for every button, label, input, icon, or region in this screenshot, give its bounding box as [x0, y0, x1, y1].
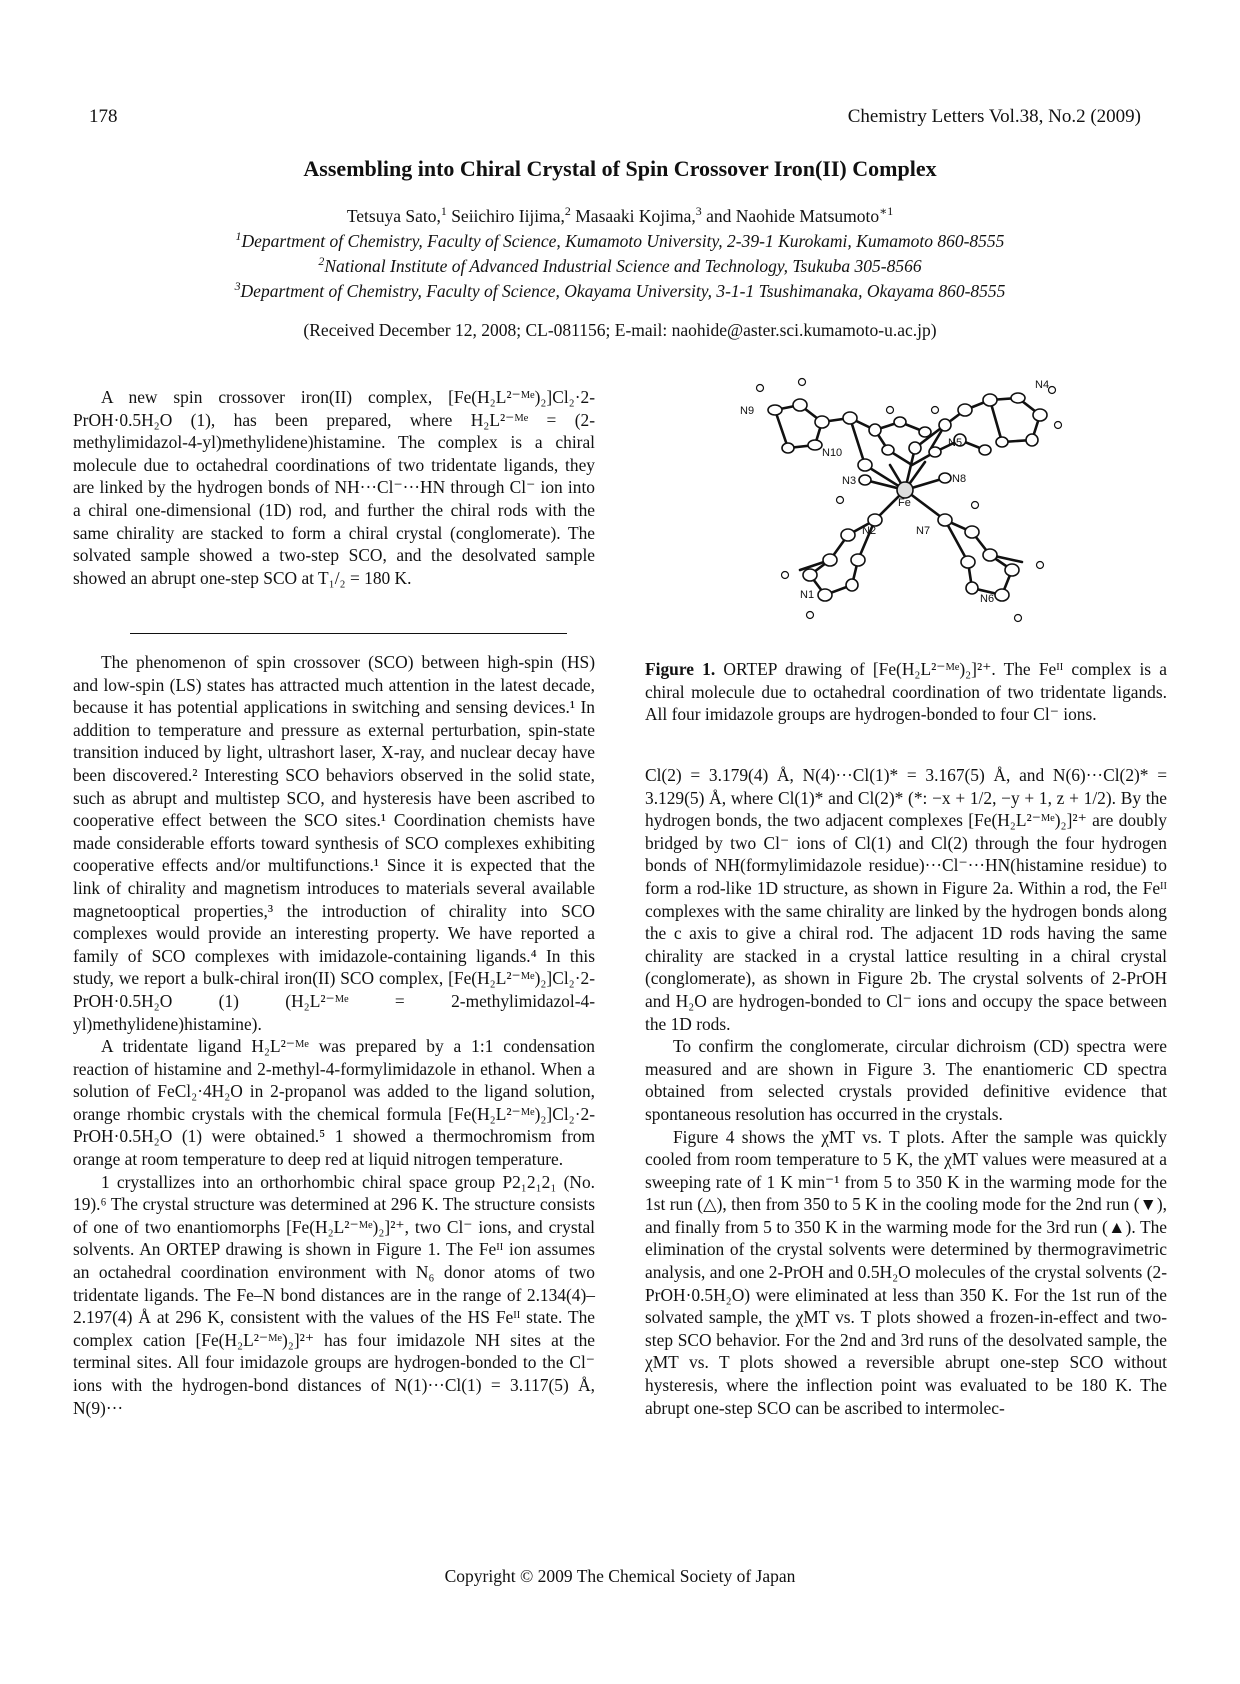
abstract-paragraph: A new spin crossover iron(II) complex, [Fe(H₂L²⁻ᴹᵉ)₂]Cl₂·2-PrOH·0.5H₂O (1), has been prepared, where H₂L²⁻ᴹᵉ = (2-methylimidazol-4-yl)methylidene)histamine. The complex is a chiral molecule due to octahedral coordinations of two tridentate ligands, they are linked by the hydrogen bonds of NH···Cl⁻···HN through Cl⁻ ion into a chiral one-dimensional (1D) rod, and further the chiral rods with the same chirality are stacked to form a chiral crystal (conglomerate). The solvated sample showed a two-step SCO, and the desolvated sample showed an abrupt one-step SCO at T₁/₂ = 180 K. [73, 387, 595, 588]
body-paragraph: Cl(2) = 3.179(4) Å, N(4)···Cl(1)* = 3.167(5) Å, and N(6)···Cl(2)* = 3.129(5) Å, where Cl(1)* and Cl(2)* (*: −x + 1/2, −y + 1, z + 1/2). By the hydrogen bonds, the two adjacent complexes [Fe(H₂L²⁻ᴹᵉ)₂]²⁺ are doubly bridged by two Cl⁻ ions of Cl(1) and Cl(2) through the four hydrogen bonds of NH(formylimidazole residue)···Cl⁻···HN(histamine residue) to form a rod-like 1D structure, as shown in Figure 2a. Within a rod, the Feᴵᴵ complexes with the same chirality are linked by the hydrogen bonds along the c axis to give a chiral rod. The adjacent 1D rods having the same chirality are stacked in a crystal lattice resulting in a chiral crystal (conglomerate), as shown in Figure 2b. The crystal solvents of 2-PrOH and H₂O are hydrogen-bonded to Cl⁻ ions and occupy the space between the 1D rods. [645, 765, 1167, 1034]
atom-label-N2: N2 [862, 525, 877, 537]
affiliation-text: Department of Chemistry, Faculty of Science, Okayama University, 3-1-1 Tsushimanaka, Okayama 860-8555 [240, 281, 1006, 301]
atom-label-N9: N9 [740, 405, 755, 417]
received-line: (Received December 12, 2008; CL-081156; E-mail: naohide@aster.sci.kumamoto-u.ac.jp) [303, 320, 937, 340]
body-column-left [73, 651, 595, 1419]
affiliation-text: Department of Chemistry, Faculty of Science, Kumamoto University, 2-39-1 Kurokami, Kumamoto 860-8555 [241, 231, 1005, 251]
atom-label-N8: N8 [952, 473, 967, 485]
ortep-molecule-drawing [740, 370, 1080, 640]
figure-caption-label: Figure 1. [645, 659, 716, 679]
affiliation-3 [0, 281, 1240, 302]
article-title: Assembling into Chiral Crystal of Spin Crossover Iron(II) Complex [303, 156, 937, 181]
atom-label-N4: N4 [1035, 379, 1050, 391]
author-name: Seiichiro Iijima, [446, 206, 565, 226]
atom-label-N5: N5 [948, 437, 963, 449]
author-affiliation-mark: 3 [695, 204, 702, 219]
body-paragraph: Figure 4 shows the χMT vs. T plots. After the sample was quickly cooled from room temperature to 5 K, the χMT values were measured at a sweeping rate of 1 K min⁻¹ from 5 to 350 K in the warming mode for the 1st run (△), then from 350 to 5 K in the cooling mode for the 2nd run (▼), and finally from 5 to 350 K in the warming mode for the 3rd run (▲). The elimination of the crystal solvents were determined by thermogravimetric analysis, and one 2-PrOH and 0.5H₂O molecules of the crystal solvents (2-PrOH·0.5H₂O) were eliminated at less than 350 K. For the 1st run of the solvated sample, the χMT vs. T plots showed a frozen-in-effect and two-step SCO behavior. For the 2nd and 3rd runs of the desolvated sample, the χMT vs. T plots showed a reversible abrupt one-step SCO without hysteresis, where the inflection point was evaluated to be 180 K. The abrupt one-step SCO can be ascribed to intermolec- [645, 1126, 1167, 1418]
affiliation-2 [0, 256, 1240, 277]
body-paragraph: 1 crystallizes into an orthorhombic chiral space group P2₁2₁2₁ (No. 19).⁶ The crystal structure was determined at 296 K. The structure consists of one of two enantiomorphs [Fe(H₂L²⁻ᴹᵉ)₂]²⁺, two Cl⁻ ions, and crystal solvents. An ORTEP drawing is shown in Figure 1. The Feᴵᴵ ion assumes an octahedral coordination environment with N₆ donor atoms of two tridentate ligands. The Fe–N bond distances are in the range of 2.134(4)–2.197(4) Å at 296 K, consistent with the values of the HS Feᴵᴵ state. The complex cation [Fe(H₂L²⁻ᴹᵉ)₂]²⁺ has four imidazole NH sites at the terminal sites. All four imidazole groups are hydrogen-bonded to the Cl⁻ ions with the hydrogen-bond distances of N(1)···Cl(1) = 3.117(5) Å, N(9)··· [73, 1171, 595, 1418]
atom-label-N7: N7 [916, 525, 931, 537]
affiliation-1 [0, 231, 1240, 252]
figure-caption-text: ORTEP drawing of [Fe(H₂L²⁻ᴹᵉ)₂]²⁺. The Feᴵᴵ complex is a chiral molecule due to octahedral coordination of two tridentate ligands. All four imidazole groups are hydrogen-bonded to four Cl⁻ ions. [645, 659, 1167, 725]
abstract [73, 386, 595, 589]
affiliation-number: 3 [234, 279, 241, 294]
body-paragraph: A tridentate ligand H₂L²⁻ᴹᵉ was prepared by a 1:1 condensation reaction of histamine and 2-methyl-4-formylimidazole in ethanol. When a solution of FeCl₂·4H₂O in 2-propanol was added to the ligand solution, orange rhombic crystals with the chemical formula [Fe(H₂L²⁻ᴹᵉ)₂]Cl₂·2-PrOH·0.5H₂O (1) were obtained.⁵ 1 showed a thermochromism from orange at room temperature to deep red at liquid nitrogen temperature. [73, 1036, 595, 1170]
atom-label-N1: N1 [800, 589, 815, 601]
author-name: and Naohide Matsumoto [701, 206, 880, 226]
body-paragraph: To confirm the conglomerate, circular dichroism (CD) spectra were measured and are shown in Figure 3. The enantiomeric CD spectra obtained from selected crystals provided definitive evidence that spontaneous resolution has occurred in the crystals. [645, 1036, 1167, 1124]
author-affiliation-mark: ∗1 [879, 204, 894, 219]
author-affiliation-mark: 1 [440, 204, 447, 219]
author-name: Tetsuya Sato, [346, 206, 441, 226]
atom-label-N3: N3 [842, 475, 857, 487]
affiliation-number: 2 [318, 254, 325, 269]
journal-reference: Chemistry Letters Vol.38, No.2 (2009) [847, 106, 1141, 127]
atom-label-N6: N6 [980, 593, 995, 605]
abstract-divider [130, 633, 567, 634]
figure-1-caption [645, 658, 1167, 726]
page-number: 178 [89, 106, 118, 127]
body-paragraph: The phenomenon of spin crossover (SCO) between high-spin (HS) and low-spin (LS) states has attracted much attention in the latest decade, because it has potential applications in switching and sensing devices.¹ In addition to temperature and pressure as external perturbation, spin-state transition induced by light, ultrashort laser, X-ray, and nuclear decay have been discovered.² Interesting SCO behaviors observed in the solid state, such as abrupt and multistep SCO, and hysteresis have been ascribed to cooperative effect between the SCO sites.¹ Coordination chemists have made considerable efforts toward synthesis of SCO complexes exhibiting cooperative effects and/or multifunctions.¹ Since it is expected that the link of chirality and magnetism introduces to materials several available magnetooptical properties,³ the introduction of chirality into SCO complexes would provide an interesting property. We have reported a family of SCO complexes with imidazole-containing ligands.⁴ In this study, we report a bulk-chiral iron(II) SCO complex, [Fe(H₂L²⁻ᴹᵉ)₂]Cl₂·2-PrOH·0.5H₂O (1) (H₂L²⁻ᴹᵉ = 2-methylimidazol-4-yl)methylidene)histamine). [73, 652, 595, 1034]
figure-1-ortep [740, 370, 1080, 640]
affiliation-text: National Institute of Advanced Industrial Science and Technology, Tsukuba 305-8566 [324, 256, 922, 276]
author-name: Masaaki Kojima, [570, 206, 696, 226]
body-column-right [645, 764, 1167, 1419]
atom-label-Fe: Fe [898, 497, 911, 509]
author-list [0, 206, 1240, 227]
atom-label-N10: N10 [822, 447, 843, 459]
author-affiliation-mark: 2 [564, 204, 571, 219]
copyright-footer: Copyright © 2009 The Chemical Society of Japan [444, 1566, 796, 1586]
affiliation-number: 1 [235, 229, 242, 244]
